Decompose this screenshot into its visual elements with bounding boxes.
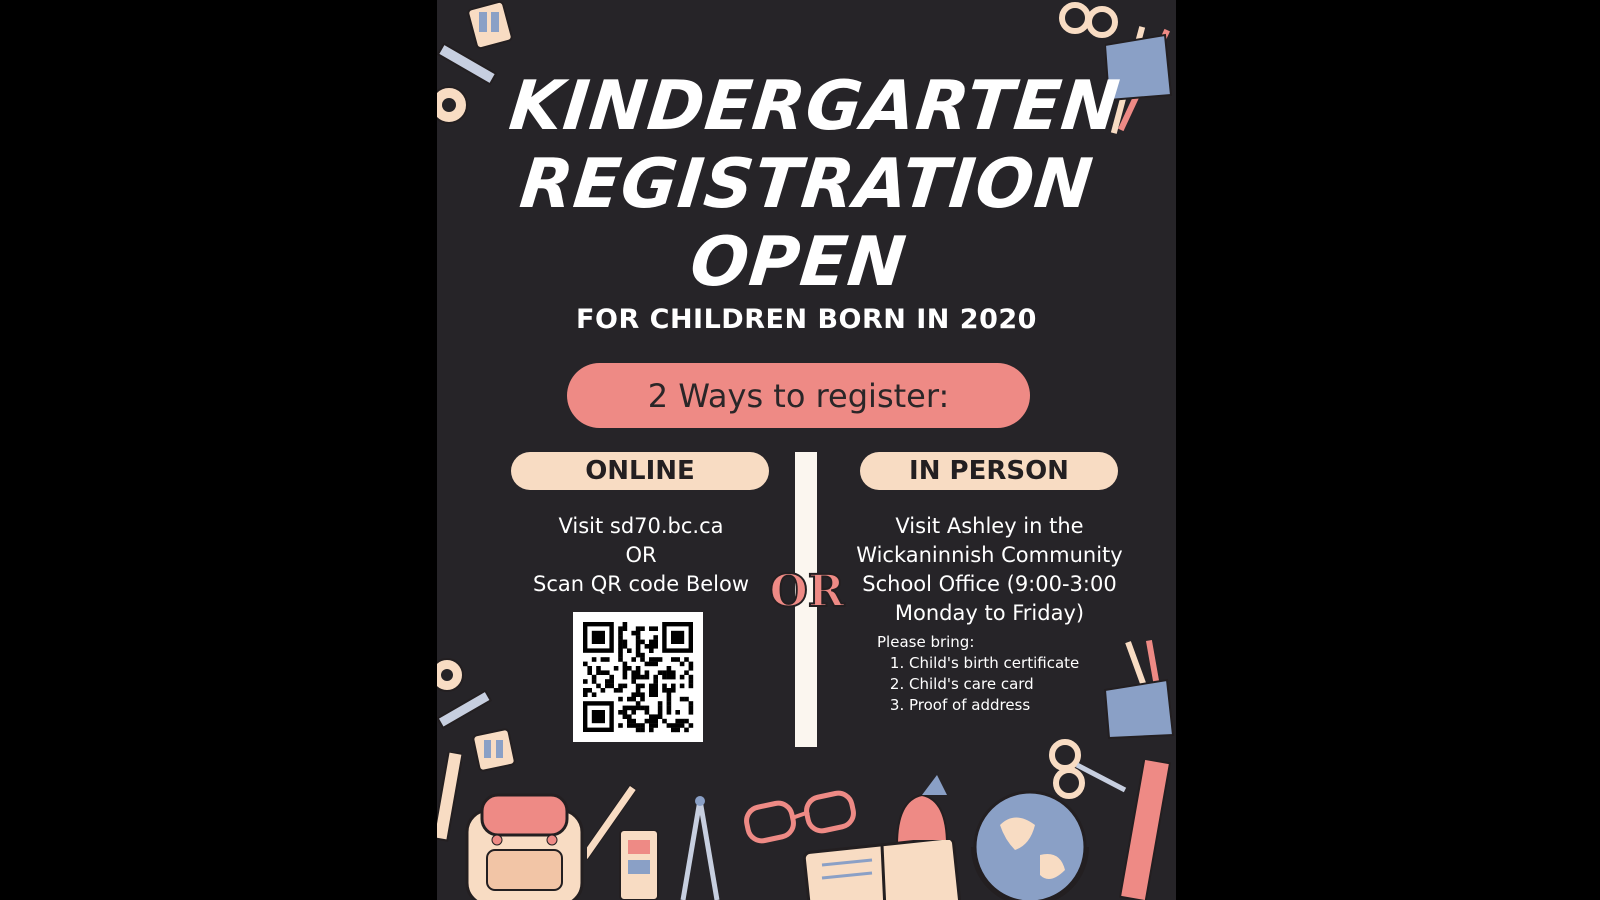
title-line-1: KINDERGARTEN [505, 67, 1124, 146]
online-line-2: OR [625, 543, 657, 567]
title-line-3: OPEN [686, 223, 911, 302]
ways-to-register-label: 2 Ways to register: [647, 376, 950, 415]
in-person-line-4: Monday to Friday) [894, 601, 1085, 625]
tape-icon [437, 655, 469, 695]
in-person-line-3: School Office (9:00-3:00 [862, 572, 1117, 596]
pencil-sharpener-icon [472, 728, 517, 773]
bring-item: 2. Child's care card [909, 674, 1137, 695]
in-person-line-1: Visit Ashley in the [895, 514, 1084, 538]
online-label-pill [511, 452, 769, 490]
online-instructions [511, 512, 771, 599]
ways-to-register-banner [567, 363, 1030, 428]
in-person-line-2: Wickaninnish Community [856, 543, 1123, 567]
subtitle: FOR CHILDREN BORN IN 2020 [576, 304, 1037, 335]
compass-icon [675, 795, 725, 900]
kindergarten-poster [437, 0, 1176, 900]
online-line-1: Visit sd70.bc.ca [558, 514, 724, 538]
online-label: ONLINE [585, 456, 695, 486]
poster-title [437, 68, 1176, 302]
bring-item: 1. Child's birth certificate [909, 653, 1137, 674]
qr-code[interactable] [573, 612, 703, 742]
globe-icon [965, 785, 1095, 900]
bring-item: 3. Proof of address [909, 695, 1137, 716]
ruler-icon [1117, 760, 1176, 900]
notebook-icon [797, 840, 967, 900]
backpack-icon [457, 790, 597, 900]
pencil-icon [437, 690, 497, 730]
bring-label: Please bring: [877, 633, 975, 651]
or-badge: OR [769, 566, 845, 617]
pencil-cup-icon [1097, 640, 1176, 740]
in-person-label: IN PERSON [909, 456, 1069, 486]
paint-palette-icon [615, 830, 665, 900]
in-person-label-pill [860, 452, 1118, 490]
online-line-3: Scan QR code Below [532, 572, 750, 596]
in-person-instructions [837, 512, 1142, 628]
title-line-2: REGISTRATION [516, 145, 1097, 224]
